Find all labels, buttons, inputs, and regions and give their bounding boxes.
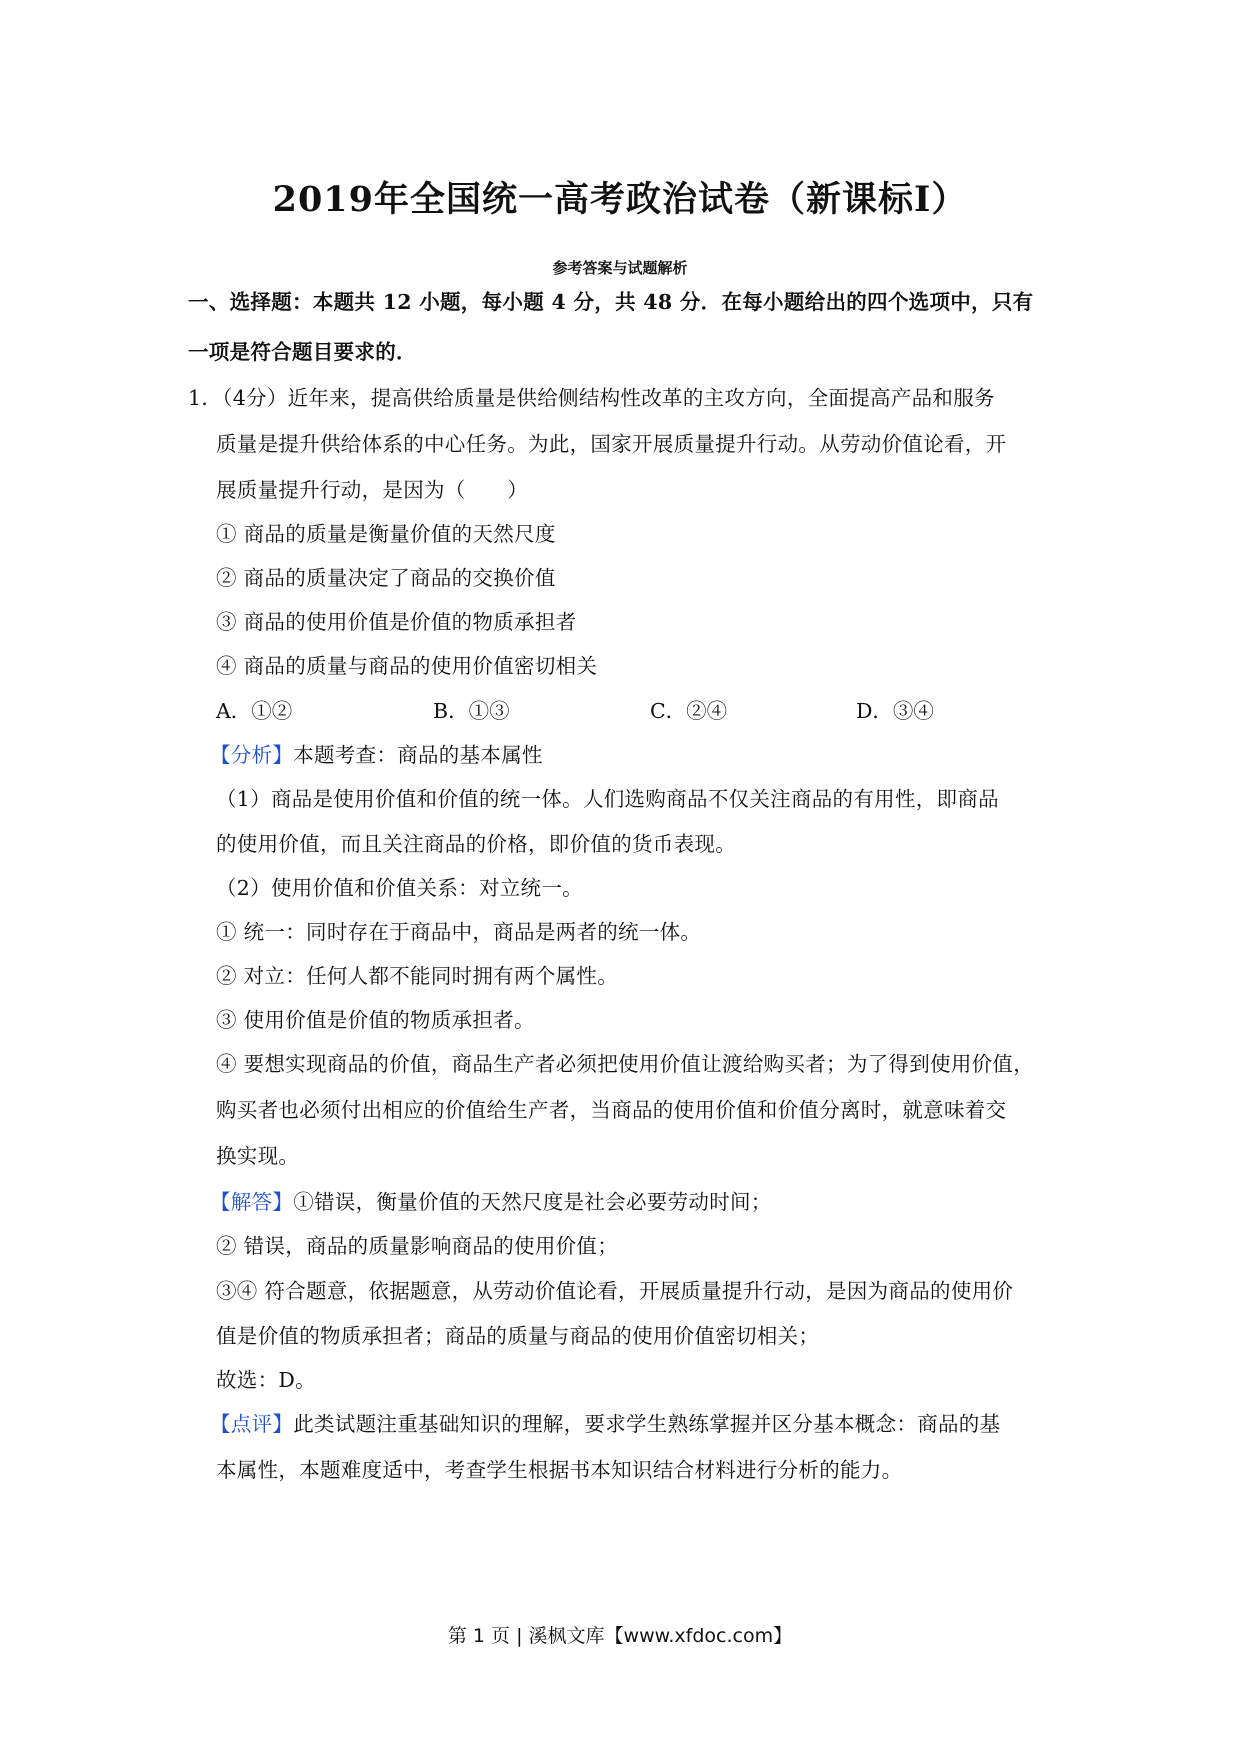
option-a: A．①② bbox=[216, 699, 293, 723]
comment-first-text: 此类试题注重基础知识的理解，要求学生熟练掌握并区分基本概念：商品的基 bbox=[293, 1412, 1001, 1436]
option-c: C．②④ bbox=[650, 699, 728, 723]
analysis-tag: 【分析】 bbox=[210, 743, 294, 767]
analysis-line: ① 统一：同时存在于商品中，商品是两者的统一体。 bbox=[216, 920, 702, 944]
statement-1: ① 商品的质量是衡量价值的天然尺度 bbox=[216, 522, 556, 546]
answer-line: ② 错误，商品的质量影响商品的使用价值； bbox=[216, 1234, 619, 1258]
option-d: D．③④ bbox=[856, 699, 934, 723]
analysis-line: 换实现。 bbox=[216, 1144, 300, 1168]
analysis-line: 购买者也必须付出相应的价值给生产者，当商品的使用价值和价值分离时，就意味着交 bbox=[216, 1098, 1007, 1122]
section-heading-line-2: 一项是符合题目要求的． bbox=[188, 340, 417, 364]
question-stem-line-2: 质量是提升供给体系的中心任务。为此，国家开展质量提升行动。从劳动价值论看，开 bbox=[216, 432, 1007, 456]
analysis-first-line bbox=[210, 741, 543, 769]
page-footer: 第 1 页 | 溪枫文库【www.xfdoc.com】 bbox=[447, 1625, 793, 1647]
answer-first-text: ①错误，衡量价值的天然尺度是社会必要劳动时间； bbox=[293, 1190, 772, 1214]
option-b: B．①③ bbox=[433, 699, 510, 723]
section-heading-line-1: 一、选择题：本题共 12 小题，每小题 4 分，共 48 分．在每小题给出的四个选项中，只有 bbox=[188, 290, 1034, 314]
comment-first-line bbox=[210, 1410, 1000, 1438]
answer-line: 故选：D。 bbox=[216, 1368, 316, 1392]
page-title: 2019年全国统一高考政治试卷（新课标Ⅰ） bbox=[272, 179, 968, 220]
analysis-line: ② 对立：任何人都不能同时拥有两个属性。 bbox=[216, 964, 619, 988]
answer-line: ③④ 符合题意，依据题意，从劳动价值论看，开展质量提升行动，是因为商品的使用价 bbox=[216, 1279, 1014, 1303]
analysis-first-text: 本题考查：商品的基本属性 bbox=[293, 743, 543, 767]
analysis-line: （2）使用价值和价值关系：对立统一。 bbox=[216, 876, 583, 900]
analysis-line: ③ 使用价值是价值的物质承担者。 bbox=[216, 1008, 535, 1032]
answer-first-line bbox=[210, 1188, 772, 1216]
statement-3: ③ 商品的使用价值是价值的物质承担者 bbox=[216, 610, 577, 634]
analysis-line: 的使用价值，而且关注商品的价格，即价值的货币表现。 bbox=[216, 832, 736, 856]
question-stem-line-1: 1．（4分）近年来，提高供给质量是供给侧结构性改革的主攻方向，全面提高产品和服务 bbox=[188, 386, 995, 410]
answer-tag: 【解答】 bbox=[210, 1190, 294, 1214]
question-stem-line-3: 展质量提升行动，是因为（ ） bbox=[216, 478, 528, 502]
answer-line: 值是价值的物质承担者；商品的质量与商品的使用价值密切相关； bbox=[216, 1324, 820, 1348]
statement-2: ② 商品的质量决定了商品的交换价值 bbox=[216, 566, 556, 590]
comment-tag: 【点评】 bbox=[210, 1412, 294, 1436]
analysis-line: （1）商品是使用价值和价值的统一体。人们选购商品不仅关注商品的有用性，即商品 bbox=[216, 787, 999, 811]
statement-4: ④ 商品的质量与商品的使用价值密切相关 bbox=[216, 654, 598, 678]
comment-line: 本属性，本题难度适中，考查学生根据书本知识结合材料进行分析的能力。 bbox=[216, 1458, 903, 1482]
page-subtitle: 参考答案与试题解析 bbox=[552, 259, 688, 277]
analysis-line: ④ 要想实现商品的价值，商品生产者必须把使用价值让渡给购买者；为了得到使用价值， bbox=[216, 1052, 1035, 1076]
